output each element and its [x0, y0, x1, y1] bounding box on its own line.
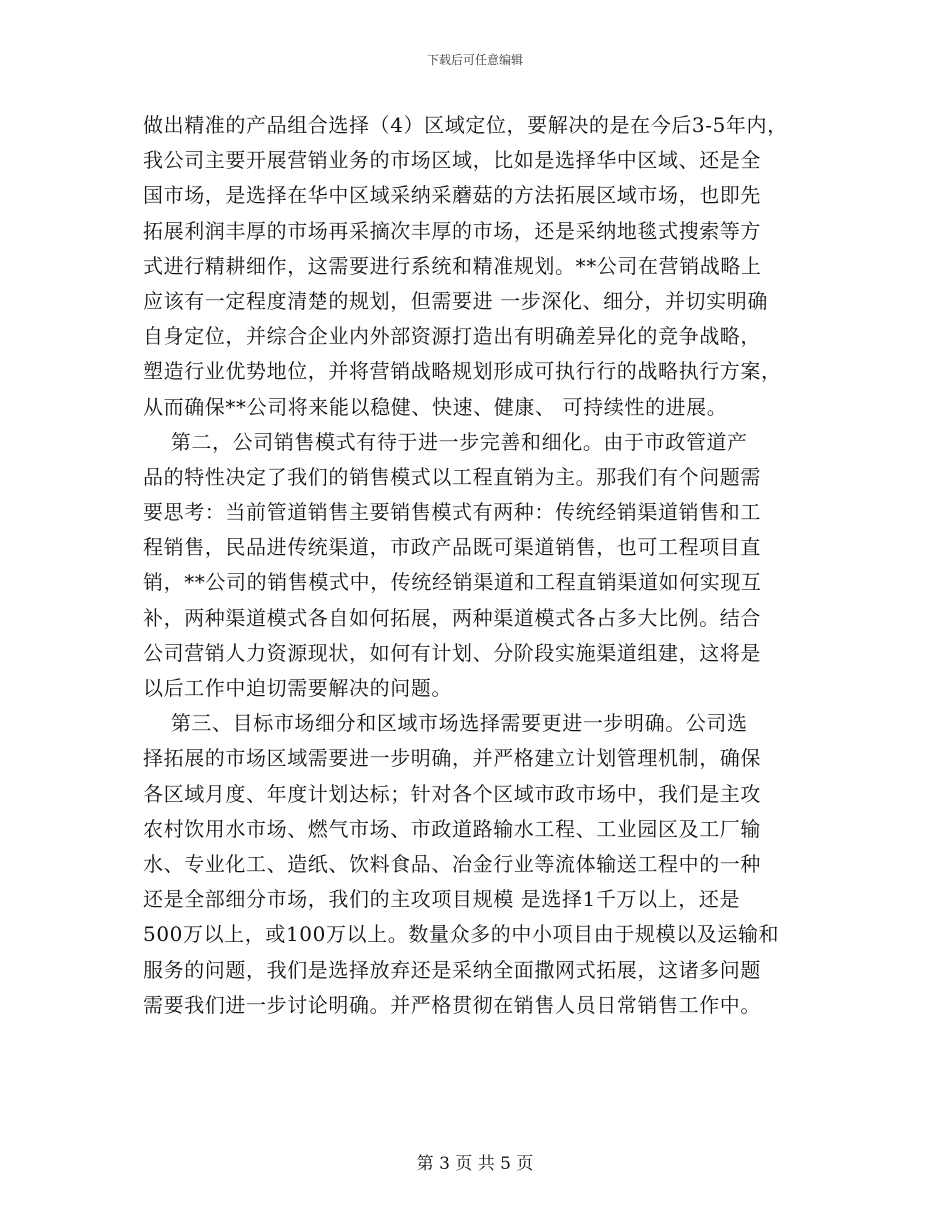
text-line: 农村饮用水市场、燃气市场、市政道路输水工程、工业园区及工厂输 [143, 816, 761, 841]
text-line: 第三、目标市场细分和区域市场选择需要更进一步明确。公司选 [143, 711, 748, 736]
text-line: 做出精准的产品组合选择（4）区域定位，要解决的是在今后3-5年内， [143, 113, 788, 137]
text-line: 销，**公司的销售模式中，传统经销渠道和工程直销渠道如何实现互 [143, 570, 762, 595]
text-line: 择拓展的市场区域需要进一步明确，并严格建立计划管理机制，确保 [143, 746, 761, 771]
text-line: 服务的问题，我们是选择放弃还是采纳全面撒网式拓展，这诸多问题 [143, 957, 761, 982]
text-line: 应该有一定程度清楚的规划，但需要进 一步深化、细分，并切实明确 [143, 288, 768, 313]
text-line: 第二，公司销售模式有待于进一步完善和细化。由于市政管道产 [143, 429, 748, 454]
text-line: 品的特性决定了我们的销售模式以工程直销为主。那我们有个问题需 [143, 464, 761, 489]
text-line: 国市场，是选择在华中区域采纳采蘑菇的方法拓展区域市场，也即先 [143, 183, 761, 208]
text-line: 自身定位，并综合企业内外部资源打造出有明确差异化的竞争战略， [143, 324, 761, 349]
text-line: 500万以上，或100万以上。数量众多的中小项目由于规模以及运输和 [143, 922, 780, 947]
text-line: 要思考：当前管道销售主要销售模式有两种：传统经销渠道销售和工 [143, 500, 761, 525]
document-body [143, 108, 833, 1023]
page-header: 下载后可任意编辑 [426, 53, 523, 67]
paragraph-1 [143, 108, 833, 425]
text-line: 各区域月度、年度计划达标；针对各个区域市政市场中，我们是主攻 [143, 781, 761, 806]
text-line: 式进行精耕细作，这需要进行系统和精准规划。**公司在营销战略上 [143, 253, 762, 278]
text-line: 程销售，民品进传统渠道，市政产品既可渠道销售，也可工程项目直 [143, 535, 761, 560]
page-number-footer: 第 3 页 共 5 页 [416, 1154, 534, 1174]
text-line: 以后工作中迫切需要解决的问题。 [143, 676, 452, 700]
text-line: 补，两种渠道模式各自如何拓展，两种渠道模式各占多大比例。结合 [143, 605, 761, 630]
text-line: 公司营销人力资源现状，如何有计划、分阶段实施渠道组建，这将是 [143, 640, 761, 665]
text-line: 需要我们进一步讨论明确。并严格贯彻在销售人员日常销售工作中。 [143, 992, 761, 1017]
text-line: 塑造行业优势地位，并将营销战略规划形成可执行行的战略执行方案， [143, 359, 782, 384]
text-line: 水、专业化工、造纸、饮料食品、冶金行业等流体输送工程中的一种 [143, 851, 761, 876]
text-line: 拓展利润丰厚的市场再采摘次丰厚的市场，还是采纳地毯式搜索等方 [143, 218, 761, 243]
paragraph-3 [143, 706, 833, 1023]
text-line: 从而确保**公司将来能以稳健、快速、健康、 可持续性的进展。 [143, 394, 728, 419]
text-line: 我公司主要开展营销业务的市场区域，比如是选择华中区域、还是全 [143, 148, 761, 173]
text-line: 还是全部细分市场，我们的主攻项目规模 是选择1千万以上，还是 [143, 887, 741, 912]
paragraph-2 [143, 425, 833, 707]
